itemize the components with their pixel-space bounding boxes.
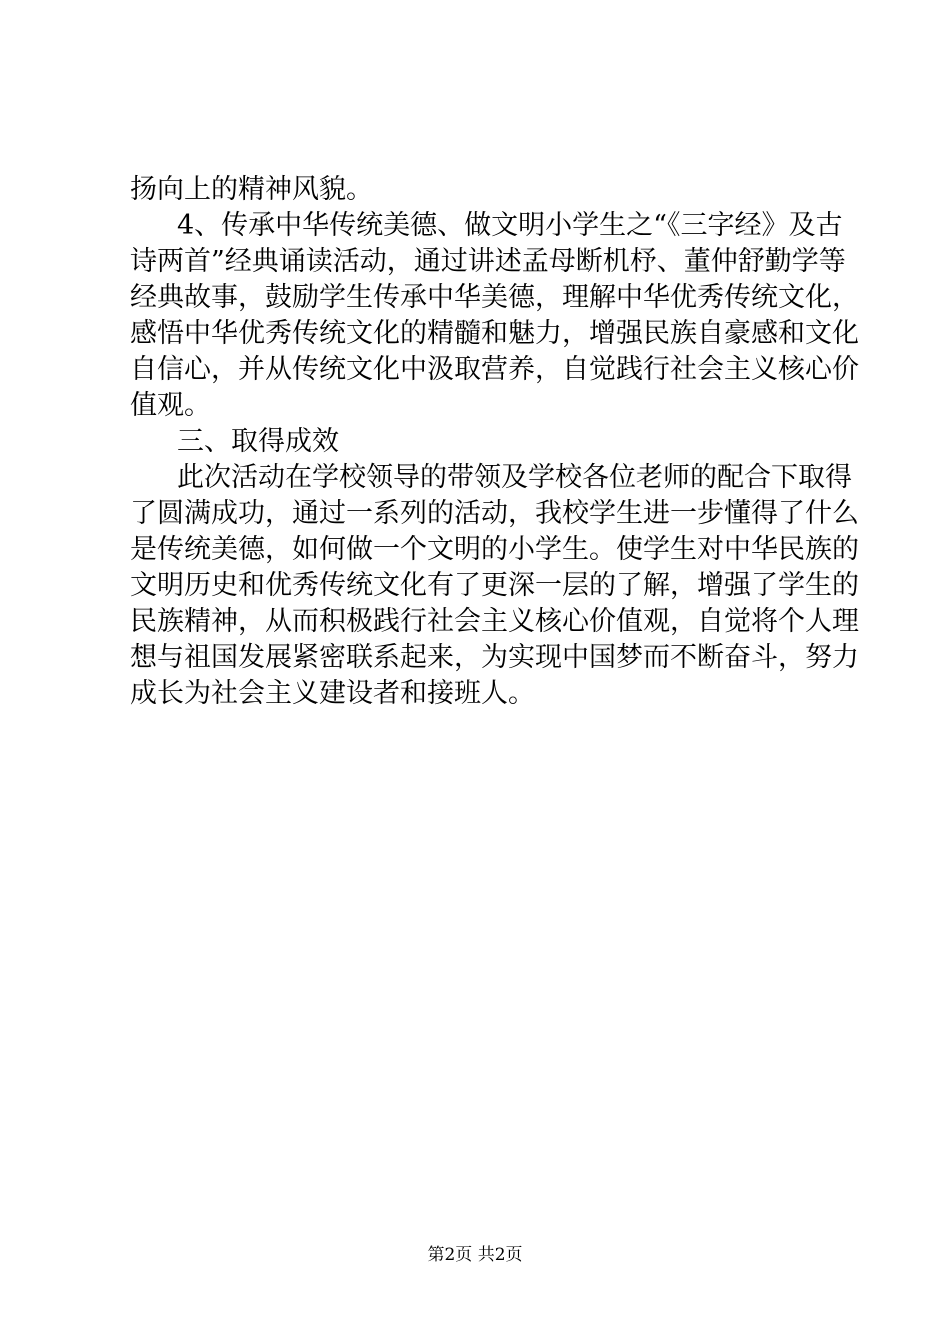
text-line: 扬向上的精神风貌。 (130, 174, 373, 205)
text-line: 4、传承中华传统美德、做文明小学生之“《三字经》及古 (177, 210, 843, 241)
text-line: 经典故事，鼓励学生传承中华美德，理解中华优秀传统文化， (130, 282, 859, 313)
text-line: 值观。 (130, 390, 211, 421)
text-line: 民族精神，从而积极践行社会主义核心价值观，自觉将个人理 (130, 606, 859, 637)
text-line: 是传统美德，如何做一个文明的小学生。使学生对中华民族的 (130, 534, 859, 565)
text-line: 文明历史和优秀传统文化有了更深一层的了解，增强了学生的 (130, 570, 859, 601)
text-line: 想与祖国发展紧密联系起来，为实现中国梦而不断奋斗，努力 (130, 642, 859, 673)
page-number-footer: 第2页 共2页 (427, 1245, 523, 1265)
text-line: 自信心，并从传统文化中汲取营养，自觉践行社会主义核心价 (130, 354, 859, 385)
text-line: 此次活动在学校领导的带领及学校各位老师的配合下取得 (177, 462, 852, 493)
text-line: 诗两首”经典诵读活动，通过讲述孟母断机杼、董仲舒勤学等 (130, 246, 846, 277)
section-heading: 三、取得成效 (177, 426, 339, 457)
text-line: 成长为社会主义建设者和接班人。 (130, 678, 535, 709)
text-line: 感悟中华优秀传统文化的精髓和魅力，增强民族自豪感和文化 (130, 318, 859, 349)
text-line: 了圆满成功，通过一系列的活动，我校学生进一步懂得了什么 (130, 498, 859, 529)
